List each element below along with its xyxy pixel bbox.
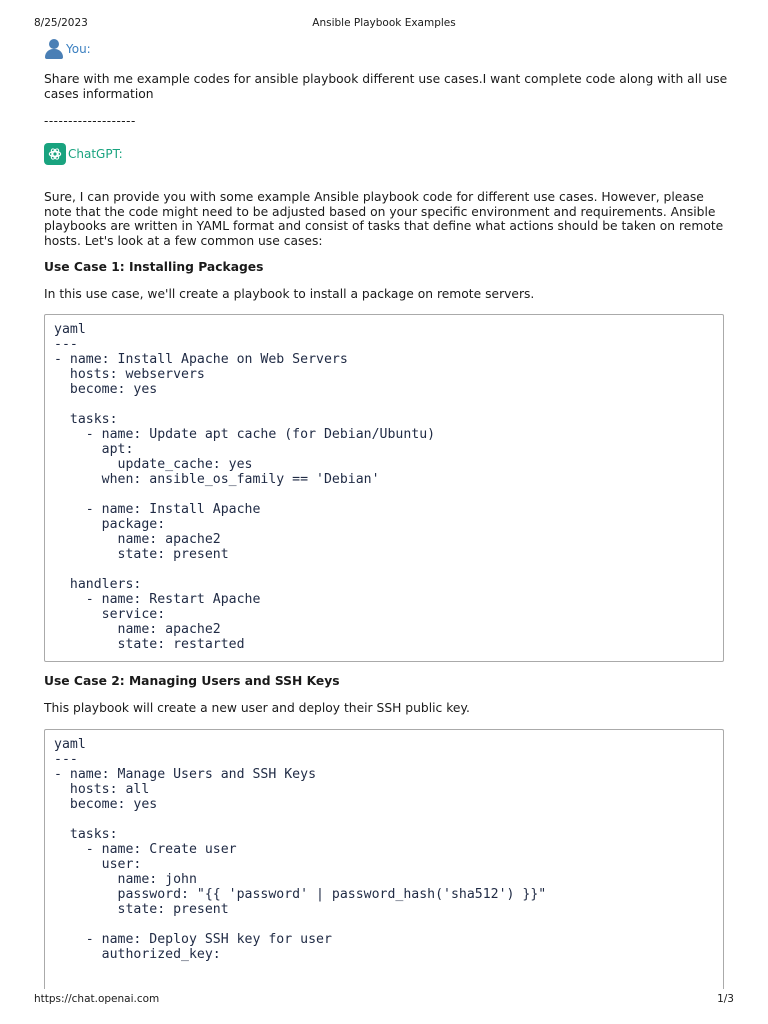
assistant-label: ChatGPT:	[68, 147, 123, 161]
user-message: Share with me example codes for ansible playbook different use cases.I want complete code along with all use cases information	[44, 72, 728, 101]
use-case-2-code: yaml --- - name: Manage Users and SSH Keys hosts: all become: yes tasks: - name: Create user user: name: john password: "{{ 'password' | password_hash('sha512') }}" state: present - name: Deploy SSH key for user authorized_key:	[54, 737, 547, 962]
footer-page-number: 1/3	[717, 993, 734, 1005]
assistant-speaker	[44, 143, 123, 165]
header-title: Ansible Playbook Examples	[312, 17, 456, 29]
user-icon	[44, 39, 64, 59]
user-label: You:	[66, 42, 91, 56]
footer-url: https://chat.openai.com	[34, 993, 160, 1005]
use-case-2-code-block	[44, 729, 724, 989]
use-case-1-code-block	[44, 314, 724, 662]
user-speaker	[44, 39, 91, 59]
use-case-1-code: yaml --- - name: Install Apache on Web Servers hosts: webservers become: yes tasks: - name: Update apt cache (for Debian/Ubuntu) apt: update_cache: yes when: ansible_os_family == 'Debian' - name: Install Apache package: name: apache2 state: present handlers: - name: Restart Apache service: name: apache2 state: restarted	[54, 322, 436, 652]
assistant-intro: Sure, I can provide you with some example Ansible playbook code for different use cases. However, please note that the code might need to be adjusted based on your specific environment and requirements. Ansible playbooks are written in YAML format and consist of tasks that define what actions should be taken on remote hosts. Let's look at a few common use cases:	[44, 190, 724, 248]
header-date: 8/25/2023	[34, 17, 88, 29]
use-case-2-description: This playbook will create a new user and deploy their SSH public key.	[44, 701, 470, 715]
separator: -------------------	[44, 114, 136, 128]
chatgpt-logo-icon	[44, 143, 66, 165]
use-case-2-heading: Use Case 2: Managing Users and SSH Keys	[44, 674, 340, 688]
use-case-1-heading: Use Case 1: Installing Packages	[44, 260, 264, 274]
use-case-1-description: In this use case, we'll create a playbook to install a package on remote servers.	[44, 287, 535, 301]
